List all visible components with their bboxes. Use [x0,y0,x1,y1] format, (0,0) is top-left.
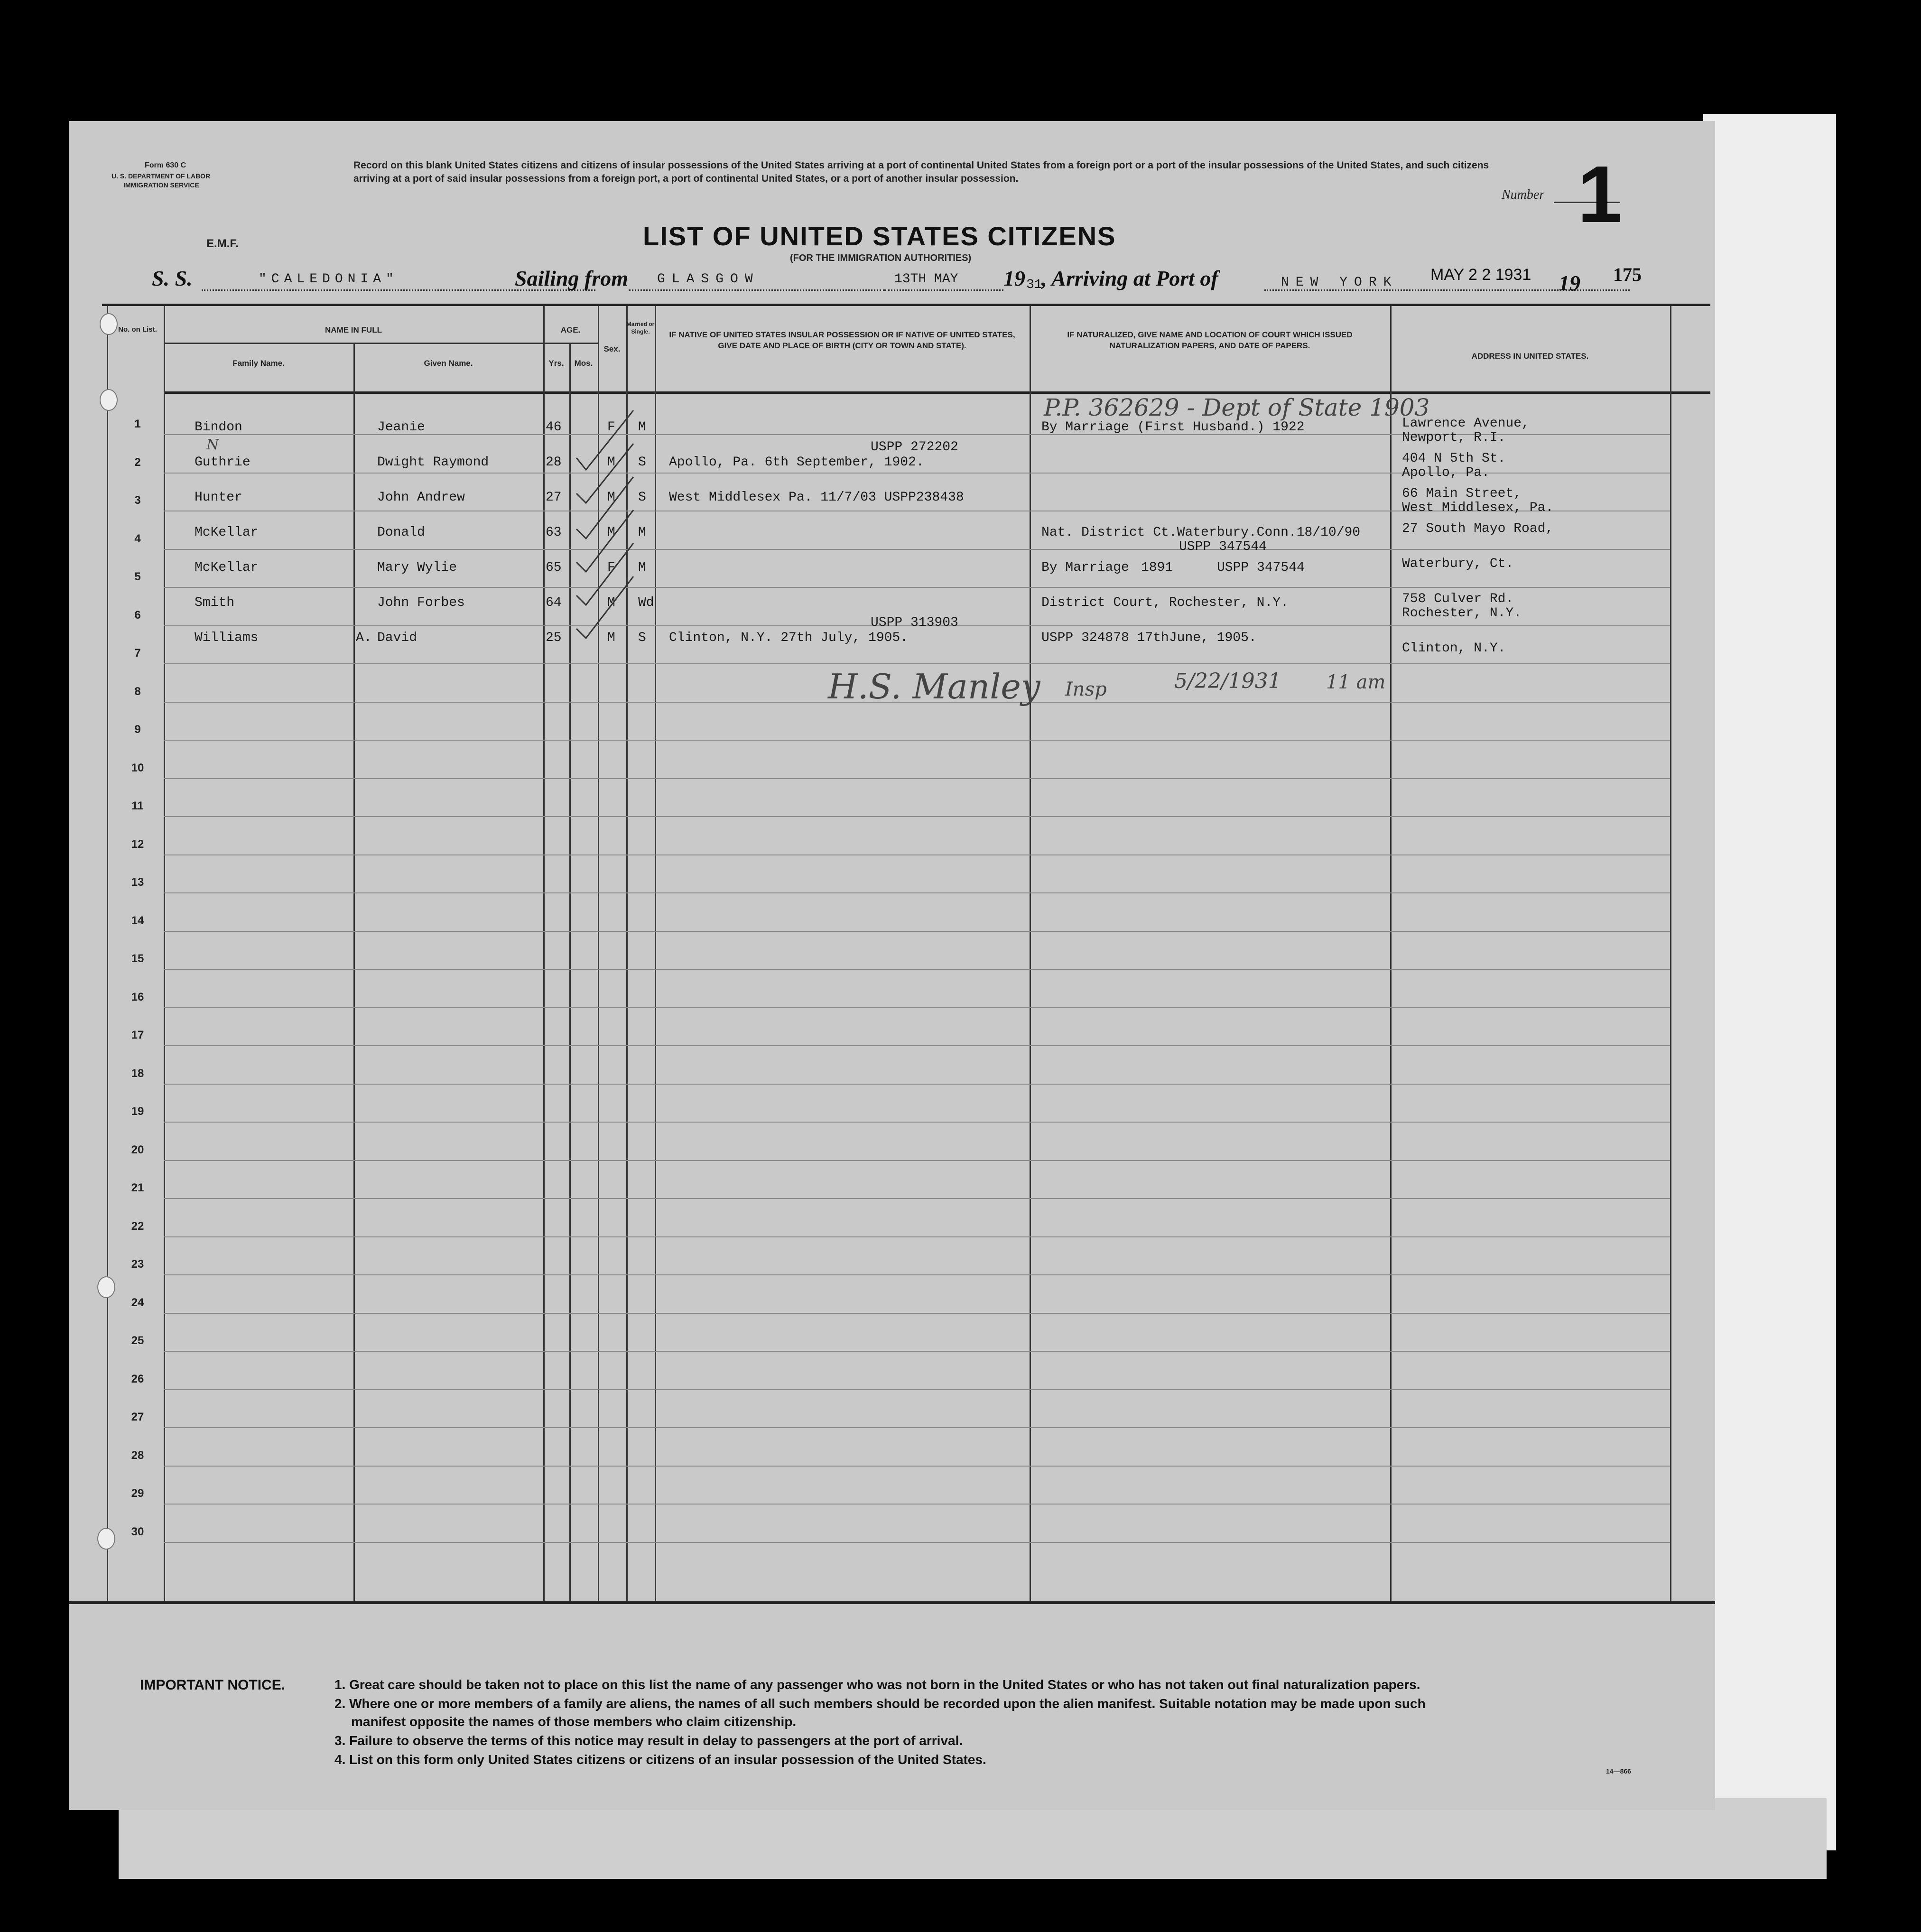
sail-date: 13TH MAY [894,272,958,287]
row-number: 12 [131,837,144,851]
row-rule [164,1160,1670,1161]
port-to: NEW YORK [1281,275,1398,290]
age-years-cell: 28 [546,455,562,470]
notice-item-3: 3. Failure to observe the terms of this notice may result in delay to passengers at the port of arrival. [334,1733,963,1748]
table-bottom-rule [69,1601,1715,1604]
col-line [543,306,545,1601]
marital-status-cell: S [638,631,646,645]
given-name-cell: Mary Wylie [377,560,457,575]
row-number: 19 [131,1105,144,1118]
naturalization-passport-cell: USPP 347544 [1179,539,1267,554]
binder-hole [97,1276,115,1298]
address-line-1: 66 Main Street, [1402,486,1522,501]
row-rule [164,931,1670,932]
sail-year: 31 [1026,278,1042,292]
notice-item-4: 4. List on this form only United States citizens or citizens of an insular possession of the United States. [334,1752,986,1767]
number-value: 1 [1578,149,1623,240]
underlying-sheet-bottom [119,1798,1827,1879]
row-number: 3 [134,494,141,507]
given-name-cell: Jeanie [377,420,425,435]
given-name-cell: Donald [377,525,425,540]
age-years-cell: 27 [546,490,562,505]
col-header-birth: IF NATIVE OF UNITED STATES INSULAR POSSESSION OR IF NATIVE OF UNITED STATES, GIVE DATE AND PLACE OF BIRTH (CITY OR TOWN AND STATE). [669,330,1015,350]
row-number: 7 [134,647,141,659]
col-header-age: AGE. [560,325,581,334]
row-number: 10 [131,761,144,774]
row-number: 21 [131,1181,144,1194]
row-number: 29 [131,1487,144,1500]
given-name-cell: John Forbes [377,595,465,610]
binder-hole [100,389,118,411]
row-number: 5 [134,570,141,583]
underlying-sheet [1703,114,1836,1850]
family-name-cell: Guthrie [195,455,251,470]
row-number: 25 [131,1334,144,1347]
number-label: Number [1502,187,1545,202]
row-rule [164,1427,1670,1428]
address-line-2: Rochester, N.Y. [1402,606,1522,621]
given-name-mark: A. [356,631,372,645]
row-number: 9 [134,723,141,736]
col-header-no: No. on List. [118,325,157,334]
address-line-1: Waterbury, Ct. [1402,557,1514,571]
emf-mark: E.M.F. [206,237,239,250]
row-rule [164,740,1670,741]
row-number: 16 [131,990,144,1003]
sex-cell: F [607,420,615,435]
birth-passport-cell: USPP 272202 [871,440,958,455]
naturalization-passport-cell: USPP 347544 [1217,560,1305,575]
address-line-2: Clinton, N.Y. [1402,641,1506,656]
signature-time: 11 am [1326,671,1386,693]
row-number: 1 [134,418,141,430]
port-from: GLASGOW [657,272,760,287]
birth-cell: Clinton, N.Y. 27th July, 1905. [669,631,909,645]
manifest-page [69,121,1715,1810]
row-number: 6 [134,608,141,622]
form-code: 14—866 [1606,1767,1631,1775]
naturalization-cell: Nat. District Ct.Waterbury.Conn.18/10/90 [1041,525,1361,540]
handwritten-insert-n: N [206,437,219,453]
age-years-cell: 64 [546,595,562,610]
handwritten-passport-note: P.P. 362629 - Dept of State 1903 [1044,394,1430,421]
family-name-cell: McKellar [195,560,259,575]
col-header-mos: Mos. [574,359,593,368]
department: U. S. DEPARTMENT OF LABOR [111,172,211,180]
table-header-bottom-rule [164,391,1710,394]
row-rule [164,816,1670,817]
row-rule [164,1542,1670,1543]
address-line-1: 404 N 5th St. [1402,451,1506,466]
col-line [569,344,571,1601]
page-subtitle: (FOR THE IMMIGRATION AUTHORITIES) [790,253,972,263]
col-line [655,306,656,1601]
inspector-signature: H.S. Manley [828,667,1040,706]
row-rule [164,1389,1670,1390]
address-line-1: 758 Culver Rd. [1402,592,1514,606]
signature-date: 5/22/1931 [1174,669,1281,693]
row-rule [164,663,1670,664]
name-header-rule [164,343,598,344]
ss-label: S. S. [152,266,193,290]
col-line [1390,306,1392,1601]
address-line-2: West Middlesex, Pa. [1402,501,1554,515]
signature-suffix: Insp [1065,678,1107,700]
row-rule [164,1007,1670,1008]
col-header-married: Married or Single. [626,321,655,335]
sex-cell: M [607,631,615,645]
col-header-sex: Sex. [603,344,621,353]
check-marks [572,387,643,652]
page-stamp-number: 175 [1613,264,1642,285]
row-rule [164,1122,1670,1123]
marital-status-cell: S [638,455,646,470]
notice-label: IMPORTANT NOTICE. [140,1677,286,1693]
age-years-cell: 65 [546,560,562,575]
marital-status-cell: M [638,525,646,540]
age-years-cell: 25 [546,631,562,645]
row-rule [164,1466,1670,1467]
row-number: 20 [131,1143,144,1156]
col-line [353,344,355,1601]
family-name-cell: Hunter [195,490,242,505]
col-line [1030,306,1031,1601]
address-line-1: Lawrence Avenue, [1402,416,1530,431]
row-rule [164,1236,1670,1237]
naturalization-cell: By Marriage (First Husband.) 1922 [1041,420,1305,435]
row-number: 26 [131,1372,144,1385]
binder-hole [97,1528,115,1550]
col-line [1670,306,1671,1601]
binder-hole [45,339,61,359]
col-header-name-in-full: NAME IN FULL [325,325,382,334]
row-number: 2 [134,455,141,469]
row-rule [164,892,1670,893]
from-dots [629,289,885,291]
sex-cell: M [607,455,615,470]
family-name-cell: McKellar [195,525,259,540]
marital-status-cell: M [638,560,646,575]
binder-hole [45,674,61,694]
birth-passport-cell: USPP 313903 [871,615,958,630]
address-line-1: 27 South Mayo Road, [1402,521,1554,536]
age-years-cell: 46 [546,420,562,435]
family-name-cell: Williams [195,631,259,645]
row-number: 22 [131,1219,144,1233]
row-number: 8 [134,685,141,698]
row-rule [164,549,1670,550]
row-number: 23 [131,1258,144,1271]
row-rule [164,1084,1670,1085]
naturalization-cell: District Court, Rochester, N.Y. [1041,595,1289,610]
age-years-cell: 63 [546,525,562,540]
sex-cell: M [607,490,615,505]
row-number: 27 [131,1411,144,1423]
marital-status-cell: Wd [638,595,654,610]
row-rule [164,1045,1670,1046]
col-header-given-name: Given Name. [424,359,473,368]
binder-hole [45,418,61,437]
col-header-yrs: Yrs. [548,359,564,368]
year-prefix-2: 19 [1559,271,1580,295]
notice-item-2: 2. Where one or more members of a family are aliens, the names of all such members should be recorded upon the alien manifest. Suitable notation may be made upon such [334,1696,1426,1711]
naturalization-cell: USPP 324878 17thJune, 1905. [1041,631,1257,645]
binder-hole [45,726,61,746]
arrival-stamp: MAY 2 2 1931 [1430,266,1531,284]
row-number: 14 [131,914,144,927]
row-rule [164,1504,1670,1505]
notice-item-1: 1. Great care should be taken not to place on this list the name of any passenger who was not born in the United States or who has not taken out final naturalization papers. [334,1677,1420,1692]
family-name-cell: Smith [195,595,235,610]
col-header-family-name: Family Name. [232,359,285,368]
naturalization-cell: By Marriage [1041,560,1129,575]
notice-item-2b: manifest opposite the names of those members who claim citizenship. [351,1714,797,1729]
row-number: 28 [131,1449,144,1462]
naturalization-year-hand: 1891 [1141,560,1173,575]
row-rule [164,587,1670,588]
table-top-rule [102,304,1710,306]
row-rule [164,969,1670,970]
address-line-2: Newport, R.I. [1402,430,1506,445]
marital-status-cell: M [638,420,646,435]
row-rule [164,778,1670,779]
row-number: 4 [134,532,141,545]
given-name-cell: David [377,631,418,645]
ship-name: "CALEDONIA" [259,272,399,287]
col-line [164,306,165,1601]
address-line-2: Apollo, Pa. [1402,465,1490,480]
given-name-cell: John Andrew [377,490,465,505]
marital-status-cell: S [638,490,646,505]
sex-cell: F [607,560,615,575]
sex-cell: M [607,595,615,610]
row-number: 17 [131,1029,144,1041]
row-number: 11 [131,799,144,812]
col-header-address: ADDRESS IN UNITED STATES. [1471,352,1589,361]
service: IMMIGRATION SERVICE [123,181,199,189]
row-number: 18 [131,1067,144,1080]
row-rule [164,1351,1670,1352]
row-number: 24 [131,1296,144,1309]
page-title: LIST OF UNITED STATES CITIZENS [643,221,1116,251]
family-name-cell: Bindon [195,420,242,435]
birth-cell: Apollo, Pa. 6th September, 1902. [669,455,924,470]
sailing-label: Sailing from [515,266,629,290]
col-header-naturalized: IF NATURALIZED, GIVE NAME AND LOCATION OF COURT WHICH ISSUED NATURALIZATION PAPERS, AND DATE OF PAPERS. [1067,330,1353,350]
date-dots [885,289,1003,291]
row-number: 13 [131,876,144,889]
row-number: 30 [131,1525,144,1538]
sex-cell: M [607,525,615,540]
year-prefix: 19 [1003,266,1025,290]
form-number: Form 630 C [145,161,186,169]
arriving-label: , Arriving at Port of [1041,266,1218,290]
row-number: 15 [131,952,144,965]
row-rule [164,1313,1670,1314]
binder-hole [100,313,118,335]
given-name-cell: Dwight Raymond [377,455,489,470]
row-rule [164,1198,1670,1199]
col-line [107,306,108,1601]
instructions: Record on this blank United States citizens and citizens of insular possessions of the United States arriving at a port of continental United States from a foreign port or a port of the insular possessions of the United States, and such citizens arriving at a port of said insular possessions from a foreign port, a port of continental United States, or a port of another insular possession. [353,160,1489,184]
row-rule [164,1274,1670,1275]
birth-cell: West Middlesex Pa. 11/7/03 USPP238438 [669,490,964,505]
